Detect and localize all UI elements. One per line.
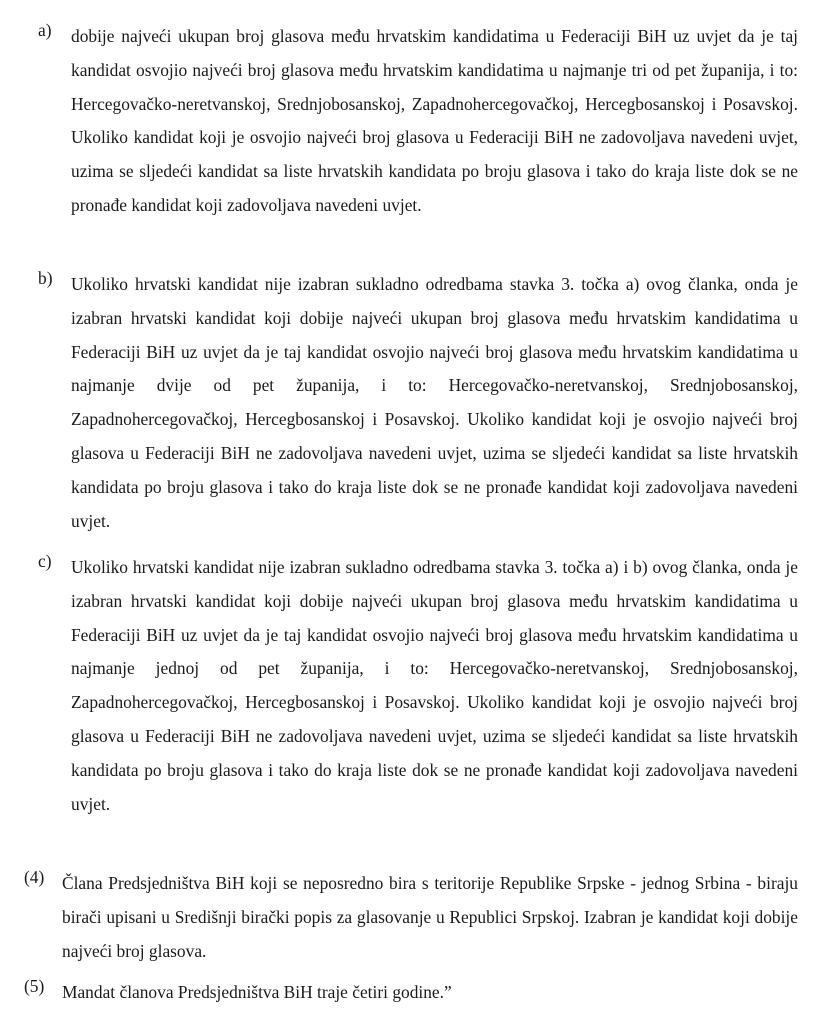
item-text: Ukoliko hrvatski kandidat nije izabran sukladno odredbama stavka 3. točka a) ovog članka, onda je izabran hrvatski kandidat koji dobije najveći ukupan broj glasova među hrvatskim kandidatima u Federaciji BiH uz uvjet da je taj kandidat osvojio najveći broj glasova među hrvatskim kandidatima u najmanje dvije od pet županija, i to: Hercegovačko-neretvanskoj, Srednjobosanskoj, Zapadnohercegovačkoj, Hercegbosanskoj i Posavskoj. Ukoliko kandidat koji je osvojio najveći broj glasova u Federaciji BiH ne zadovoljava navedeni uvjet, uzima se sljedeći kandidat sa liste hrvatskih kandidata po broju glasova i tako do kraja liste dok se ne pronađe kandidat koji zadovoljava navedeni uvjet.: [71, 274, 798, 531]
paragraph-number: (5): [24, 976, 45, 996]
list-item-b: [38, 268, 798, 538]
paragraph-5: [24, 976, 798, 1010]
item-text: Ukoliko hrvatski kandidat nije izabran sukladno odredbama stavka 3. točka a) i b) ovog članka, onda je izabran hrvatski kandidat koji dobije najveći ukupan broj glasova među hrvatskim kandidatima u Federaciji BiH uz uvjet da je taj kandidat osvojio najveći broj glasova među hrvatskim kandidatima u najmanje jednoj od pet županija, i to: Hercegovačko-neretvanskoj, Srednjobosanskoj, Zapadnohercegovačkoj, Hercegbosanskoj i Posavskoj. Ukoliko kandidat koji je osvojio najveći broj glasova u Federaciji BiH ne zadovoljava navedeni uvjet, uzima se sljedeći kandidat sa liste hrvatskih kandidata po broju glasova i tako do kraja liste dok se ne pronađe kandidat koji zadovoljava navedeni uvjet.: [71, 557, 798, 814]
item-marker: b): [38, 268, 53, 288]
item-marker: a): [38, 20, 52, 40]
paragraph-number: (4): [24, 867, 45, 887]
paragraph-4: [24, 867, 798, 968]
item-marker: c): [38, 551, 52, 571]
list-item-a: [38, 20, 798, 223]
item-text: dobije najveći ukupan broj glasova među hrvatskim kandidatima u Federaciji BiH uz uvjet da je taj kandidat osvojio najveći broj glasova među hrvatskim kandidatima u najmanje tri od pet županija, i to: Hercegovačko-neretvanskoj, Srednjobosanskoj, Zapadnohercegovačkoj, Hercegbosanskoj i Posavskoj. Ukoliko kandidat koji je osvojio najveći broj glasova u Federaciji BiH ne zadovoljava navedeni uvjet, uzima se sljedeći kandidat sa liste hrvatskih kandidata po broju glasova i tako do kraja liste dok se ne pronađe kandidat koji zadovoljava navedeni uvjet.: [71, 26, 798, 215]
paragraph-text: Člana Predsjedništva BiH koji se neposredno bira s teritorije Republike Srpske - jednog Srbina - biraju birači upisani u Središnji birački popis za glasovanje u Republici Srpskoj. Izabran je kandidat koji dobije najveći broj glasova.: [62, 873, 798, 961]
paragraph-text: Mandat članova Predsjedništva BiH traje četiri godine.”: [62, 982, 452, 1002]
list-item-c: [38, 551, 798, 821]
